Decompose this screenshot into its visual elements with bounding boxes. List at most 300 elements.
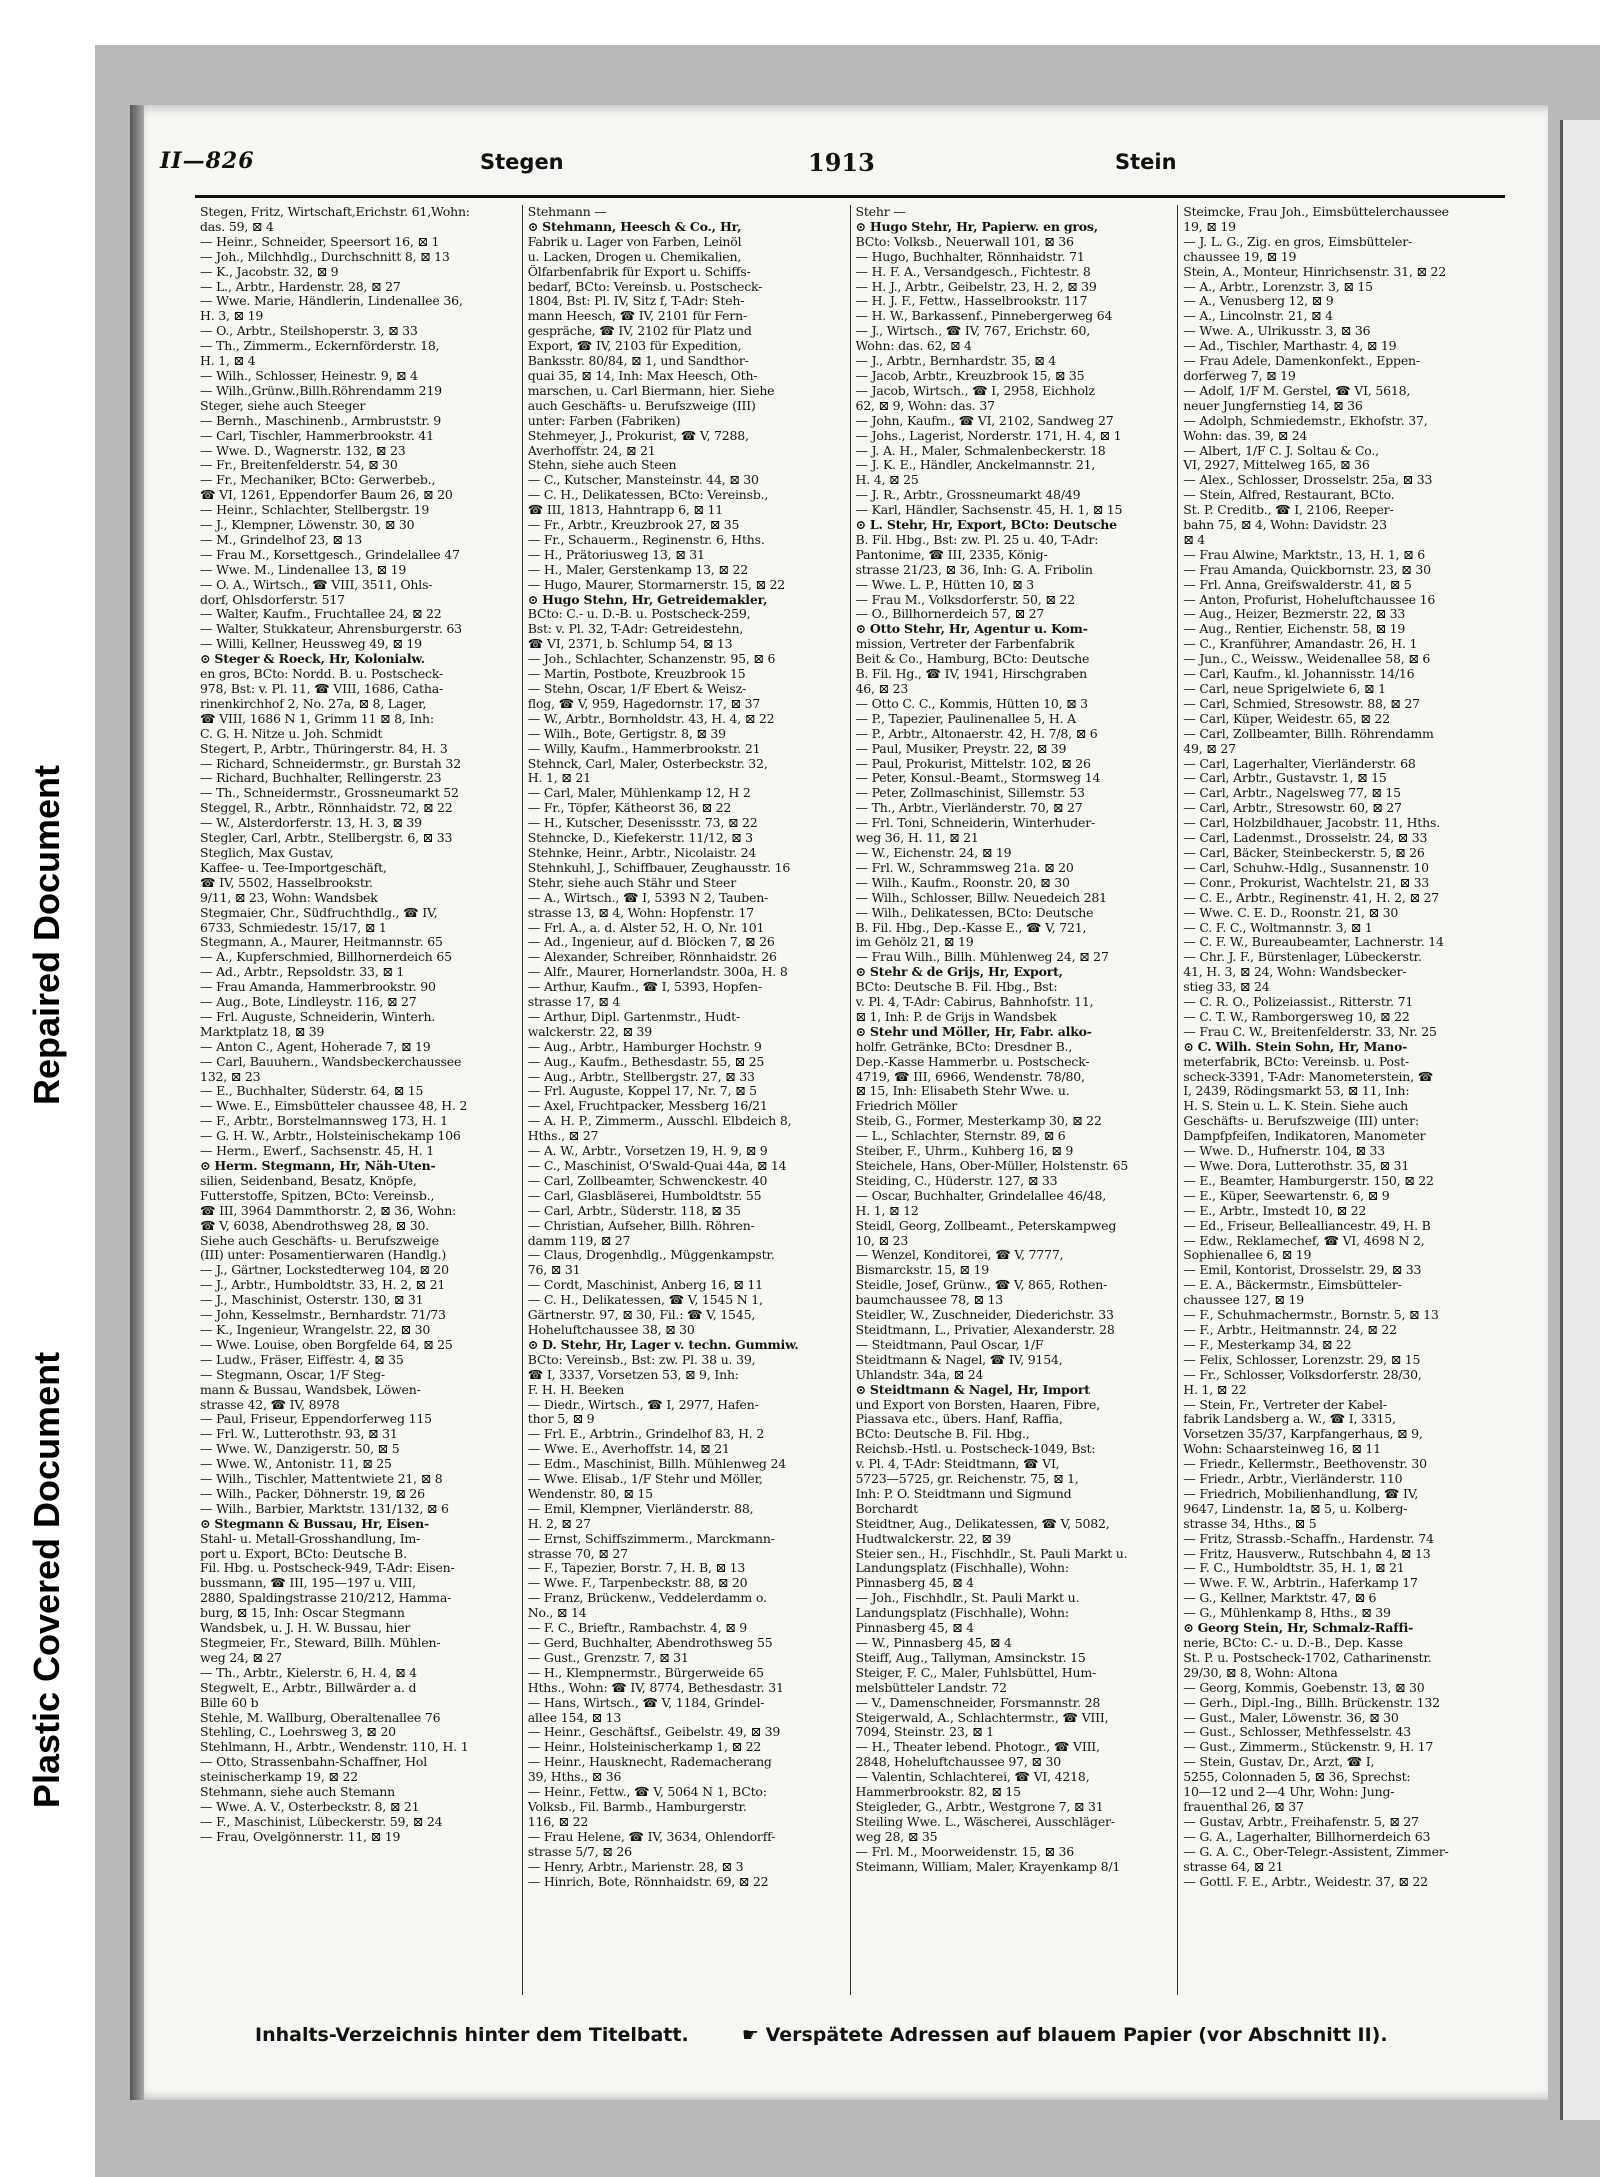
directory-entry: — H. J., Arbtr., Geibelstr. 23, H. 2, ⊠ 39 [855,279,1097,294]
directory-entry: Dampfpfeifen, Indikatoren, Manometer [1183,1129,1426,1144]
directory-entry: ⊙ D. Stehr, Hr, Lager v. techn. Gummiw. [527,1337,799,1352]
directory-entry: — Th., Arbtr., Kielerstr. 6, H. 4, ⊠ 4 [200,1665,417,1680]
directory-entry: — E., Buchhalter, Süderstr. 64, ⊠ 15 [200,1084,424,1099]
directory-entry: — Paul, Musiker, Preystr. 22, ⊠ 39 [855,741,1067,756]
directory-entry: — G. H. W., Arbtr., Holsteinischekamp 106 [200,1129,461,1144]
directory-entry: Stehle, M. Wallburg, Oberaltenallee 76 [200,1710,441,1725]
directory-entry: 132, ⊠ 23 [200,1069,261,1084]
directory-entry: Steidl, Georg, Zollbeamt., Peterskampweg [855,1218,1117,1233]
directory-entry: ☎ V, 6038, Abendrothsweg 28, ⊠ 30. [200,1218,430,1233]
directory-entry: St. P. u. Postscheck-1702, Catharinenstr. [1183,1650,1432,1665]
directory-entry: Steiling Wwe. L., Wäscherei, Ausschläger- [855,1814,1115,1829]
directory-column-3 [851,205,1179,1995]
directory-entry: neuer Jungfernstieg 14, ⊠ 36 [1183,398,1363,413]
directory-entry: — Herm., Ewerf., Sachsenstr. 45, H. 1 [200,1144,434,1159]
directory-entry: Hudtwalckerstr. 22, ⊠ 39 [855,1531,1011,1546]
directory-entry: — Wwe. D., Wagnerstr. 132, ⊠ 23 [200,443,406,458]
directory-entry: — Chr. J. F., Bürstenlager, Lübeckerstr. [1183,950,1422,965]
directory-entry: gespräche, ☎ IV, 2102 für Platz und [527,324,752,339]
directory-entry: ☎ III, 3964 Dammthorstr. 2, ⊠ 36, Wohn: [200,1203,457,1218]
directory-entry: H. S. Stein u. L. K. Stein. Siehe auch [1183,1099,1409,1114]
directory-entry: — A., Venusberg 12, ⊠ 9 [1183,294,1334,309]
directory-entry: H. 1, ⊠ 4 [200,354,256,369]
directory-entry: — Frl. M., Moorweidenstr. 15, ⊠ 36 [855,1844,1075,1859]
directory-entry: — Henry, Arbtr., Marienstr. 28, ⊠ 3 [527,1859,744,1874]
directory-entry: — Felix, Schlosser, Lorenzstr. 29, ⊠ 15 [1183,1352,1421,1367]
directory-entry: Beit & Co., Hamburg, BCto: Deutsche [855,652,1090,667]
directory-entry: Stehr, siehe auch Stähr und Steer [527,875,736,890]
directory-entry: — L., Schlachter, Sternstr. 89, ⊠ 6 [855,1129,1066,1144]
directory-entry: Fil. Hbg. u. Postscheck-949, T-Adr: Eisen- [200,1561,455,1576]
directory-entry: Steglich, Max Gustav, [200,845,334,860]
directory-entry: — Walter, Kaufm., Fruchtallee 24, ⊠ 22 [200,607,442,622]
directory-entry: VI, 2927, Mittelweg 165, ⊠ 36 [1183,458,1370,473]
directory-entry: — Willy, Kaufm., Hammerbrookstr. 21 [527,741,761,756]
directory-entry: — Carl, Glasbläserei, Humboldtstr. 55 [527,1188,762,1203]
directory-entry: Banksstr. 80/84, ⊠ 1, und Sandthor- [527,354,749,369]
directory-entry: — L., Arbtr., Hardenstr. 28, ⊠ 27 [200,279,401,294]
directory-entry: ⊙ Stegmann & Bussau, Hr, Eisen- [200,1516,429,1531]
directory-entry: — H., Prätoriusweg 13, ⊠ 31 [527,547,705,562]
directory-entry: scheck-3391, T-Adr: Manometerstein, ☎ [1183,1069,1434,1084]
directory-entry: — Heinr., Schneider, Speersort 16, ⊠ 1 [200,234,440,249]
directory-entry: walckerstr. 22, ⊠ 39 [527,1024,653,1039]
directory-entry: Stegmaier, Chr., Südfruchthdlg., ☎ IV, [200,905,438,920]
directory-entry: strasse 17, ⊠ 4 [527,995,621,1010]
directory-entry: Stehnck, Carl, Maler, Osterbeckstr. 32, [527,756,768,771]
directory-entry: — Frl. A., a. d. Alster 52, H. O, Nr. 101 [527,920,765,935]
directory-entry: — Wwe. Louise, oben Borgfelde 64, ⊠ 25 [200,1337,453,1352]
directory-entry: — Steidtmann, Paul Oscar, 1/F [855,1337,1044,1352]
directory-entry: Siehe auch Geschäfts- u. Berufszweige [200,1233,439,1248]
directory-entry: — J., Maschinist, Osterstr. 130, ⊠ 31 [200,1293,424,1308]
directory-entry: — Paul, Friseur, Eppendorferweg 115 [200,1412,432,1427]
directory-entry: — Otto, Strassenbahn-Schaffner, Hol [200,1755,428,1770]
directory-entry: — Aug., Rentier, Eichenstr. 58, ⊠ 19 [1183,622,1406,637]
directory-entry: — Heinr., Schlachter, Stellbergstr. 19 [200,503,430,518]
directory-entry: — Stehn, Oscar, 1/F Ebert & Weisz- [527,682,746,696]
directory-entry: — O., Arbtr., Steilshoperstr. 3, ⊠ 33 [200,324,418,339]
directory-entry: Steiber, F., Uhrm., Kuhberg 16, ⊠ 9 [855,1144,1074,1159]
directory-entry: — Carl, Zollbeamter, Billh. Röhrendamm [1183,726,1434,741]
directory-entry: Uhlandstr. 34a, ⊠ 24 [855,1367,984,1382]
directory-entry: Steier sen., H., Fischhdlr., St. Pauli Markt u. [855,1546,1128,1561]
directory-entry: 9647, Lindenstr. 1a, ⊠ 5, u. Kolberg- [1183,1501,1408,1516]
directory-entry: en gros, BCto: Nordd. B. u. Postscheck- [200,667,444,682]
directory-entry: — Jun., C., Weissw., Weidenallee 58, ⊠ 6 [1183,652,1431,667]
directory-entry: — Wilh., Schlosser, Heinestr. 9, ⊠ 4 [200,368,418,383]
directory-entry: — Gust., Grenzstr. 7, ⊠ 31 [527,1650,689,1665]
next-page-edge [1560,120,1600,2120]
directory-entry: Stehnkuhl, J., Schiffbauer, Zeughausstr. 16 [527,860,791,875]
directory-entry: — J., Wirtsch., ☎ IV, 767, Erichstr. 60, [855,324,1091,339]
directory-entry: — Wwe. Elisab., 1/F Stehr und Möller, [527,1472,763,1487]
directory-entry: auch Geschäfts- u. Berufszweige (III) [527,398,756,413]
directory-entry: Marktplatz 18, ⊠ 39 [200,1024,325,1039]
directory-entry: — Frl. Auguste, Schneiderin, Winterh. [200,1009,436,1024]
directory-entry: — Joh., Fischhdlr., St. Pauli Markt u. [855,1591,1080,1606]
directory-entry: — Adolf, 1/F M. Gerstel, ☎ VI, 5618, [1183,383,1411,398]
directory-entry: — Wilh., Delikatessen, BCto: Deutsche [855,905,1094,920]
directory-entry: — Martin, Postbote, Kreuzbrook 15 [527,667,746,682]
directory-entry: — Ludw., Fräser, Eiffestr. 4, ⊠ 35 [200,1352,404,1367]
directory-entry: — Edw., Reklamechef, ☎ VI, 4698 N 2, [1183,1233,1425,1248]
directory-entry: Stehnke, Heinr., Arbtr., Nicolaistr. 24 [527,845,757,860]
directory-entry: ☎ VIII, 1686 N 1, Grimm 11 ⊠ 8, Inh: [200,711,434,726]
directory-entry: — Stein, Gustav, Dr., Arzt, ☎ I, [1183,1755,1375,1770]
directory-entry: — C., Maschinist, O'Swald-Quai 44a, ⊠ 14 [527,1159,787,1173]
directory-entry: — Frau Adele, Damenkonfekt., Eppen- [1183,354,1420,369]
directory-entry: — Emil, Klempner, Vierländerstr. 88, [527,1501,754,1516]
directory-entry: St. P. Creditb., ☎ I, 2106, Reeper- [1183,503,1394,518]
directory-entry: — Wilh., Packer, Döhnerstr. 19, ⊠ 26 [200,1486,425,1501]
directory-entry: Hammerbrookstr. 82, ⊠ 15 [855,1785,1021,1800]
directory-entry: No., ⊠ 14 [527,1606,587,1621]
directory-entry: — Fr., Schlosser, Volksdorferstr. 28/30, [1183,1367,1422,1382]
directory-entry: ⊠ 1, Inh: P. de Grijs in Wandsbek [855,1009,1057,1024]
directory-entry: Stahl- u. Metall-Grosshandlung, Im- [200,1531,421,1546]
directory-entry: — Ad., Ingenieur, auf d. Blöcken 7, ⊠ 26 [527,935,775,950]
directory-entry: — F., Mesterkamp 34, ⊠ 22 [1183,1337,1352,1352]
directory-entry: — Joh., Schlachter, Schanzenstr. 95, ⊠ 6 [527,652,776,667]
directory-entry: — A., Arbtr., Lorenzstr. 3, ⊠ 15 [1183,279,1373,294]
directory-entry: (III) unter: Posamentierwaren (Handlg.) [200,1248,447,1263]
directory-entry: strasse 42, ☎ IV, 8978 [200,1397,340,1412]
directory-entry: Wohn: Schaarsteinweg 16, ⊠ 11 [1183,1442,1381,1457]
directory-entry: — Cordt, Maschinist, Anberg 16, ⊠ 11 [527,1278,763,1293]
directory-entry: Pinnasberg 45, ⊠ 4 [855,1621,974,1636]
directory-entry: Steidtmann & Nagel, ☎ IV, 9154, [855,1352,1063,1367]
directory-entry: Steggel, R., Arbtr., Rönnhaidstr. 72, ⊠ 22 [200,801,453,816]
directory-entry: — K., Ingenieur, Wrangelstr. 22, ⊠ 30 [200,1322,431,1337]
directory-entry: chaussee 127, ⊠ 19 [1183,1293,1304,1308]
directory-entry: — Th., Zimmerm., Eckernförderstr. 18, [200,339,440,354]
directory-entry: — Peter, Konsul.-Beamt., Stormsweg 14 [855,771,1101,786]
footer-late-addresses-note: ☛ Verspätete Adressen auf blauem Papier (vor Abschnitt II). [741,2024,1388,2046]
directory-entry: — C. R. O., Polizeiassist., Ritterstr. 71 [1183,995,1414,1010]
directory-entry: — Carl, neue Sprigelwiete 6, ⊠ 1 [1183,682,1386,696]
directory-entry: — Jacob, Wirtsch., ☎ I, 2958, Eichholz [855,383,1095,398]
directory-entry: — C. T. W., Ramborgersweg 10, ⊠ 22 [1183,1009,1410,1024]
directory-entry: strasse 13, ⊠ 4, Wohn: Hopfenstr. 17 [527,905,755,920]
directory-entry: ☎ IV, 5502, Hasselbrookstr. [200,875,373,890]
directory-entry: 76, ⊠ 31 [527,1263,581,1278]
directory-entry: — P., Arbtr., Altonaerstr. 42, H. 7/8, ⊠ 6 [855,726,1098,741]
directory-entry: — Karl, Händler, Sachsenstr. 45, H. 1, ⊠ 15 [855,503,1123,518]
directory-entry: Stegert, P., Arbtr., Thüringerstr. 84, H. 3 [200,741,448,756]
directory-entry: — Wilh., Kaufm., Roonstr. 20, ⊠ 30 [855,875,1070,890]
directory-entry: — Edm., Maschinist, Billh. Mühlenweg 24 [527,1457,786,1472]
directory-entry: — O., Billhornerdeich 57, ⊠ 27 [855,607,1045,622]
directory-entry: — Hugo, Maurer, Stormarnerstr. 15, ⊠ 22 [527,577,786,592]
directory-entry: — Fritz, Hausverw., Rutschbahn 4, ⊠ 13 [1183,1546,1431,1561]
directory-entry: Steidtmann, L., Privatier, Alexanderstr. 28 [855,1322,1115,1337]
directory-entry: — Carl, Bäcker, Steinbeckerstr. 5, ⊠ 26 [1183,845,1425,860]
directory-entry: — E. A., Bäckermstr., Eimsbütteler- [1183,1278,1402,1293]
directory-entry: — F., Maschinist, Lübeckerstr. 59, ⊠ 24 [200,1814,443,1829]
directory-entry: — Hans, Wirtsch., ☎ V, 1184, Grindel- [527,1695,765,1710]
directory-entry: Volksb., Fil. Barmb., Hamburgerstr. [527,1799,747,1814]
directory-entry: Hths., Wohn: ☎ IV, 8774, Bethesdastr. 31 [527,1680,784,1695]
page-footer [255,2024,1435,2046]
directory-entry: — Paul, Prokurist, Mittelstr. 102, ⊠ 26 [855,756,1091,771]
directory-entry: — Adolph, Schmiedemstr., Ekhofstr. 37, [1183,413,1428,428]
directory-entry: Stehmann, siehe auch Stemann [200,1785,395,1800]
directory-entry: — Carl, Arbtr., Gustavstr. 1, ⊠ 15 [1183,771,1387,786]
directory-entry: — Friedr., Arbtr., Vierländerstr. 110 [1183,1472,1403,1487]
directory-entry: — Ernst, Schiffszimmerm., Marckmann- [527,1531,775,1546]
directory-entry: — Wilh., Schlosser, Billw. Neuedeich 281 [855,890,1107,905]
directory-entry: marschen, u. Carl Biermann, hier. Siehe [527,383,775,398]
directory-entry: — Ad., Tischler, Marthastr. 4, ⊠ 19 [1183,339,1397,354]
directory-entry: — Wwe. W., Danzigerstr. 50, ⊠ 5 [200,1442,400,1457]
directory-entry: — E., Küper, Seewartenstr. 6, ⊠ 9 [1183,1188,1390,1203]
directory-entry: Geschäfts- u. Berufszweige (III) unter: [1183,1114,1419,1129]
directory-entry: — Wwe. Dora, Lutterothstr. 35, ⊠ 31 [1183,1159,1410,1173]
directory-entry: ⊙ Hugo Stehn, Hr, Getreidemakler, [527,592,768,607]
directory-entry: — H. J. F., Fettw., Hasselbrookstr. 117 [855,294,1088,309]
directory-entry: — Wwe. C. E. D., Roonstr. 21, ⊠ 30 [1183,905,1399,920]
directory-entry: — H. F. A., Versandgesch., Fichtestr. 8 [855,264,1091,279]
directory-entry: ⊙ Otto Stehr, Hr, Agentur u. Kom- [855,622,1088,637]
directory-entry: — G. A., Lagerhalter, Billhornerdeich 63 [1183,1829,1431,1844]
directory-entry: 49, ⊠ 27 [1183,741,1236,756]
directory-entry: — C. F. C., Woltmannstr. 3, ⊠ 1 [1183,920,1373,935]
directory-entry: — C. H., Delikatessen, ☎ V, 1545 N 1, [527,1293,763,1308]
directory-entry: unter: Farben (Fabriken) [527,413,681,428]
directory-entry: — J. R., Arbtr., Grossneumarkt 48/49 [855,488,1081,503]
directory-entry: — Frau Amanda, Hammerbrookstr. 90 [200,980,436,995]
directory-entry: Landungsplatz (Fischhalle), Wohn: [855,1606,1069,1621]
directory-entry: — Heinr., Geschäftsf., Geibelstr. 49, ⊠ 39 [527,1725,781,1740]
directory-entry: und Export von Borsten, Haaren, Fibre, [855,1397,1100,1412]
directory-entry: — H. W., Barkassenf., Pinnebergerweg 64 [855,309,1113,324]
directory-entry: Bismarckstr. 15, ⊠ 19 [855,1263,989,1278]
directory-entry: — Bernh., Maschinenb., Armbruststr. 9 [200,413,442,428]
directory-entry: F. H. H. Beeken [527,1382,625,1397]
directory-column-4 [1178,205,1505,1995]
directory-entry: quai 35, ⊠ 14, Inh: Max Heesch, Oth- [527,368,758,383]
directory-entry: 10, ⊠ 23 [855,1233,909,1248]
directory-entry: — Aug., Heizer, Bezmerstr. 22, ⊠ 33 [1183,607,1406,622]
directory-entry: — Conr., Prokurist, Wachtelstr. 21, ⊠ 33 [1183,875,1430,890]
directory-entry: — Stegmann, Oscar, 1/F Steg- [200,1367,385,1382]
directory-entry: — Frau Helene, ☎ IV, 3634, Ohlendorff- [527,1829,776,1844]
directory-entry: rinenkirchhof 2, No. 27a, ⊠ 8, Lager, [200,696,427,711]
directory-entry: — A., Kupferschmied, Billhornerdeich 65 [200,950,452,965]
directory-entry: — Carl, Küper, Weidestr. 65, ⊠ 22 [1183,711,1390,726]
directory-entry: dorferweg 7, ⊠ 19 [1183,368,1296,383]
directory-entry: ☎ VI, 2371, b. Schlump 54, ⊠ 13 [527,637,733,652]
directory-entry: allee 154, ⊠ 13 [527,1710,622,1725]
directory-entry: — Georg, Kommis, Goebenstr. 13, ⊠ 30 [1183,1680,1425,1695]
directory-entry: — Friedr., Kellermstr., Beethovenstr. 30 [1183,1457,1427,1472]
directory-entry: weg 28, ⊠ 35 [855,1829,938,1844]
directory-entry: — G., Mühlenkamp 8, Hths., ⊠ 39 [1183,1606,1391,1621]
directory-entry: — Gottl. F. E., Arbtr., Weidestr. 37, ⊠ 22 [1183,1874,1428,1889]
directory-entry: — C. E., Arbtr., Reginenstr. 41, H. 2, ⊠ 27 [1183,890,1440,905]
plastic-covered-document-label: Plastic Covered Document [26,1351,67,1809]
directory-entry: — Anton, Profurist, Hoheluftchaussee 16 [1183,592,1436,607]
directory-entry: Stein, A., Monteur, Hinrichsenstr. 31, ⊠ 22 [1183,264,1447,279]
directory-entry: — Carl, Holzbildhauer, Jacobstr. 11, Hths. [1183,816,1440,831]
directory-entry: — Aug., Kaufm., Bethesdastr. 55, ⊠ 25 [527,1054,765,1069]
directory-entry: burg, ⊠ 15, Inh: Oscar Stegmann [200,1606,405,1621]
footer-index-note: Inhalts-Verzeichnis hinter dem Titelbatt. [255,2024,689,2046]
directory-entry: — Wilh.,Grünw.,Billh.Röhrendamm 219 [200,383,442,398]
directory-entry: — Valentin, Schlachterei, ☎ VI, 4218, [855,1770,1090,1785]
directory-entry: I, 2439, Rödingsmarkt 53, ⊠ 11, Inh: [1183,1084,1410,1099]
directory-entry: — Carl, Arbtr., Nagelsweg 77, ⊠ 15 [1183,786,1401,801]
directory-entry: 46, ⊠ 23 [855,682,909,696]
directory-entry: — H., Klempnermstr., Bürgerweide 65 [527,1665,764,1680]
header-rule [195,195,1505,198]
directory-entry: Borchardt [855,1501,918,1516]
directory-entry: — Gerh., Dipl.-Ing., Billh. Brückenstr. 132 [1183,1695,1440,1710]
directory-entry: im Gehölz 21, ⊠ 19 [855,935,974,950]
directory-entry: damm 119, ⊠ 27 [527,1233,631,1248]
directory-entry: — F., Arbtr., Borstelmannsweg 173, H. 1 [200,1114,448,1129]
directory-entry: — Frau M., Volksdorferstr. 50, ⊠ 22 [855,592,1075,607]
directory-entry: — Wenzel, Konditorei, ☎ V, 7777, [855,1248,1064,1263]
directory-entry: — Th., Arbtr., Vierländerstr. 70, ⊠ 27 [855,801,1083,816]
directory-entry: — Richard, Schneidermstr., gr. Burstah 32 [200,756,461,771]
page-header [160,148,1177,184]
directory-column-1 [195,205,523,1995]
directory-entry: Bst: v. Pl. 32, T-Adr: Getreidestehn, [527,622,744,637]
directory-entry: — Aug., Arbtr., Stellbergstr. 27, ⊠ 33 [527,1069,755,1084]
directory-entry: H. 1, ⊠ 22 [1183,1382,1247,1397]
directory-entry: ⊙ Herm. Stegmann, Hr, Näh-Uten- [200,1159,436,1173]
directory-entry: strasse 34, Hths., ⊠ 5 [1183,1516,1317,1531]
directory-entry: Steidle, Josef, Grünw., ☎ V, 865, Rothen- [855,1278,1108,1293]
directory-entry: Stehmeyer, J., Prokurist, ☎ V, 7288, [527,428,749,443]
directory-entry: stieg 33, ⊠ 24 [1183,980,1270,995]
directory-entry: — Frau Wilh., Billh. Mühlenweg 24, ⊠ 27 [855,950,1109,965]
directory-entry: dorf, Ohlsdorferstr. 517 [200,592,345,607]
directory-entry: flog, ☎ V, 959, Hagedornstr. 17, ⊠ 37 [527,696,761,711]
directory-entry: 29/30, ⊠ 8, Wohn: Altona [1183,1665,1338,1680]
directory-entry: — Heinr., Hausknecht, Rademacherang [527,1755,772,1770]
directory-entry: meterfabrik, BCto: Vereinsb. u. Post- [1183,1054,1409,1069]
directory-entry: thor 5, ⊠ 9 [527,1412,595,1427]
directory-entry: 1804, Bst: Pl. IV, Sitz f, T-Adr: Steh- [527,294,745,309]
directory-entry: — Fr., Mechaniker, BCto: Gerwerbeb., [200,473,436,488]
directory-entry: 5255, Colonnaden 5, ⊠ 36, Sprechst: [1183,1770,1411,1785]
directory-entry: Export, ☎ IV, 2103 für Expedition, [527,339,742,354]
directory-entry: B. Fil. Hbg., Dep.-Kasse E., ☎ V, 721, [855,920,1087,935]
directory-entry: Bille 60 b [200,1695,259,1710]
directory-entry: ⊠ 4 [1183,532,1206,547]
directory-entry: Hths., ⊠ 27 [527,1129,599,1144]
directory-entry: — C. F. W., Bureaubeamter, Lachnerstr. 14 [1183,935,1444,950]
directory-entry: H. 4, ⊠ 25 [855,473,919,488]
directory-entry: — Heinr., Holsteinischerkamp 1, ⊠ 22 [527,1740,762,1755]
directory-entry: — F., Arbtr., Heitmannstr. 24, ⊠ 22 [1183,1322,1397,1337]
page-binding [130,105,144,2100]
directory-entry: — Frl. E., Arbtrin., Grindelhof 83, H. 2 [527,1427,765,1442]
directory-entry: — Frau C. W., Breitenfelderstr. 33, Nr. 25 [1183,1024,1437,1039]
directory-entry: ⊙ Stehr und Möller, Hr, Fabr. alko- [855,1024,1092,1039]
header-last-name: Stein [1115,150,1177,174]
directory-entry: — Otto C. C., Kommis, Hütten 10, ⊠ 3 [855,696,1088,711]
directory-entry: — W., Pinnasberg 45, ⊠ 4 [855,1636,1012,1650]
directory-entry: — Axel, Fruchtpacker, Messberg 16/21 [527,1099,768,1114]
directory-entry: — Ad., Arbtr., Repsoldstr. 33, ⊠ 1 [200,965,405,980]
directory-entry: bahn 75, ⊠ 4, Wohn: Davidstr. 23 [1183,518,1387,533]
directory-entry: Stegwelt, E., Arbtr., Billwärder a. d [200,1680,417,1695]
directory-entry: — Frl. Toni, Schneiderin, Winterhuder- [855,816,1096,831]
directory-entry: — P., Tapezier, Paulinenallee 5, H. A [855,711,1076,726]
directory-entry: — Gust., Zimmerm., Stückenstr. 9, H. 17 [1183,1740,1434,1755]
directory-entry: Stegen, Fritz, Wirtschaft,Erichstr. 61,Wohn: [200,205,470,219]
directory-entry: BCto: Deutsche B. Fil. Hbg., [855,1427,1030,1442]
directory-entry: — E., Arbtr., Imstedt 10, ⊠ 22 [1183,1203,1367,1218]
directory-entry: — Carl, Arbtr., Stresowstr. 60, ⊠ 27 [1183,801,1402,816]
directory-entry: Kaffee- u. Tee-Importgeschäft, [200,860,387,875]
directory-entry: silien, Seidenband, Besatz, Knöpfe, [200,1173,417,1188]
directory-entry: Wohn: das. 39, ⊠ 24 [1183,428,1308,443]
directory-entry: Hoheluftchaussee 38, ⊠ 30 [527,1322,695,1337]
directory-entry: Stegmann, A., Maurer, Heitmannstr. 65 [200,935,443,950]
directory-entry: Stehr — [855,205,906,219]
directory-entry: Gärtnerstr. 97, ⊠ 30, Fil.: ☎ V, 1545, [527,1308,756,1323]
directory-entry: ⊙ Hugo Stehr, Hr, Papierw. en gros, [855,219,1098,234]
directory-entry: — Claus, Drogenhdlg., Müggenkampstr. [527,1248,775,1263]
directory-entry: — Willi, Kellner, Heussweg 49, ⊠ 19 [200,637,422,652]
directory-entry: mission, Vertreter der Farbenfabrik [855,637,1075,652]
directory-entry: Inh: P. O. Steidtmann und Sigmund [855,1486,1072,1501]
directory-entry: — Carl, Zollbeamter, Schwenckestr. 40 [527,1173,768,1188]
directory-entry: — J. K. E., Händler, Anckelmannstr. 21, [855,458,1096,473]
directory-entry: — J., Gärtner, Lockstedterweg 104, ⊠ 20 [200,1263,449,1278]
directory-entry: — Alexander, Schreiber, Rönnhaidstr. 26 [527,950,777,965]
directory-entry: Stehling, C., Loehrsweg 3, ⊠ 20 [200,1725,396,1740]
directory-entry: Steichele, Hans, Ober-Müller, Holstenstr. 65 [855,1159,1129,1173]
directory-entry: mann Heesch, ☎ IV, 2101 für Fern- [527,309,747,324]
directory-entry: — Gerd, Buchhalter, Abendrothsweg 55 [527,1636,773,1650]
directory-entry: Steib, G., Former, Mesterkamp 30, ⊠ 22 [855,1114,1102,1129]
directory-entry: — Th., Schneidermstr., Grossneumarkt 52 [200,786,459,801]
directory-entry: ⊠ 15, Inh: Elisabeth Stehr Wwe. u. [855,1084,1070,1099]
directory-entry: — Frl. Anna, Greifswalderstr. 41, ⊠ 5 [1183,577,1412,592]
directory-entry: 116, ⊠ 22 [527,1814,589,1829]
directory-entry: frauenthal 26, ⊠ 37 [1183,1799,1304,1814]
directory-entry: — V., Damenschneider, Forsmannstr. 28 [855,1695,1101,1710]
directory-entry: Dep.-Kasse Hammerbr. u. Postscheck- [855,1054,1090,1069]
directory-entry: ⊙ Steidtmann & Nagel, Hr, Import [855,1382,1090,1397]
directory-entry: Ölfarbenfabrik für Export u. Schiffs- [527,264,751,279]
directory-entry: C. G. H. Nitze u. Joh. Schmidt [200,726,383,741]
directory-entry: — Fr., Breitenfelderstr. 54, ⊠ 30 [200,458,398,473]
directory-entry: 4719, ☎ III, 6966, Wendenstr. 78/80, [855,1069,1085,1084]
directory-entry: — Carl, Tischler, Hammerbrookstr. 41 [200,428,434,443]
directory-entry: — Walter, Stukkateur, Ahrensburgerstr. 63 [200,622,462,637]
directory-entry: — A., Wirtsch., ☎ I, 5393 N 2, Tauben- [527,890,769,905]
directory-entry: — H., Theater lebend. Photogr., ☎ VIII, [855,1740,1100,1755]
directory-entry: — Frau, Ovelgönnerstr. 11, ⊠ 19 [200,1829,401,1844]
directory-entry: — John, Kaufm., ☎ VI, 2102, Sandweg 27 [855,413,1114,428]
directory-entry: — H., Maler, Gerstenkamp 13, ⊠ 22 [527,562,748,577]
directory-entry: — O. A., Wirtsch., ☎ VIII, 3511, Ohls- [200,577,433,592]
directory-entry: mann & Bussau, Wandsbek, Löwen- [200,1382,421,1397]
directory-entry: Wendenstr. 80, ⊠ 15 [527,1486,653,1501]
directory-entry: v. Pl. 4, T-Adr: Cabirus, Bahnhofstr. 11, [855,995,1094,1010]
directory-entry: ☎ I, 3337, Vorsetzen 53, ⊠ 9, Inh: [527,1367,739,1382]
directory-entry: melsbütteler Landstr. 72 [855,1680,1007,1695]
directory-entry: — Ed., Friseur, Bellealliancestr. 49, H. B [1183,1218,1431,1233]
directory-entry: — J., Arbtr., Humboldtstr. 33, H. 2, ⊠ 21 [200,1278,446,1293]
